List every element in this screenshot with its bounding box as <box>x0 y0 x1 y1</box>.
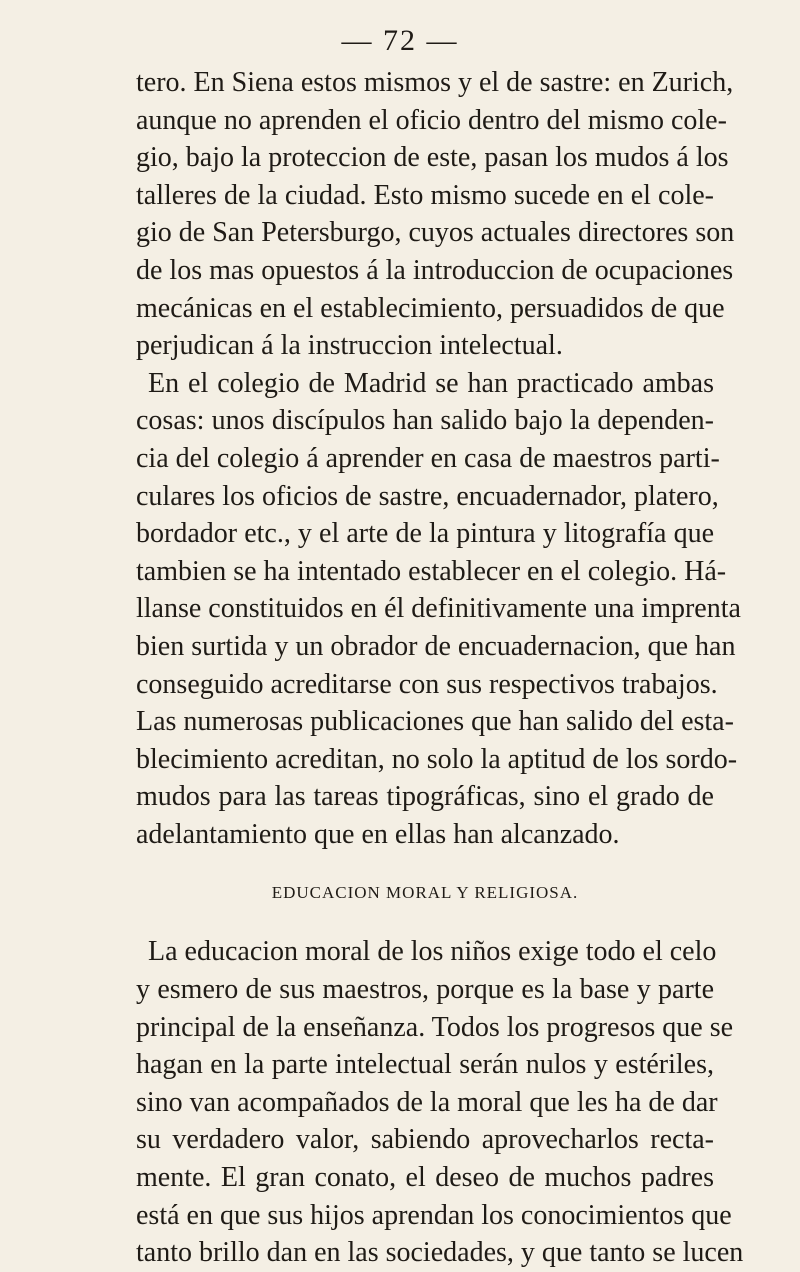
text-line: gio de San Petersburgo, cuyos actuales directores son <box>136 217 735 249</box>
text-line: tero. En Siena estos mismos y el de sastre: en Zurich, <box>136 67 734 98</box>
text-line: talleres de la ciudad. Esto mismo sucede en el cole- <box>136 179 714 211</box>
text-line: cia del colegio á aprender en casa de maestros parti- <box>136 442 720 474</box>
text-line: blecimiento acreditan, no solo la aptitud de los sordo- <box>136 743 738 775</box>
text-line: tanto brillo dan en las sociedades, y que tanto se lucen <box>136 1237 744 1269</box>
text-line: bien surtida y un obrador de encuadernacion, que han <box>136 630 736 662</box>
text-line: hagan en la parte intelectual serán nulos y estériles, <box>136 1049 714 1081</box>
text-line: está en que sus hijos aprendan los conocimientos que <box>136 1199 732 1231</box>
text-line: adelantamiento que en ellas han alcanzado. <box>136 818 620 850</box>
text-line: mudos para las tareas tipográficas, sino el grado de <box>136 781 714 813</box>
text-line: La educacion moral de los niños exige todo el celo <box>148 936 717 968</box>
text-line: principal de la enseñanza. Todos los progresos que se <box>136 1011 734 1043</box>
page-number: — 72 — <box>341 24 459 57</box>
text-line: culares los oficios de sastre, encuadernador, platero, <box>136 480 719 512</box>
text-line: sino van acompañados de la moral que les ha de dar <box>136 1086 718 1118</box>
text-line: perjudican á la instruccion intelectual. <box>136 330 563 362</box>
section-heading: EDUCACION MORAL Y RELIGIOSA. <box>271 883 579 903</box>
text-line: y esmero de sus maestros, porque es la base y parte <box>136 974 714 1006</box>
text-line: llanse constituidos en él definitivamente una imprenta <box>136 593 741 625</box>
text-line: bordador etc., y el arte de la pintura y litografía que <box>136 518 714 550</box>
text-line: gio, bajo la proteccion de este, pasan los mudos á los <box>136 142 729 174</box>
text-line: mecánicas en el establecimiento, persuadidos de que <box>136 292 725 324</box>
text-line: conseguido acreditarse con sus respectivos trabajos. <box>136 668 718 700</box>
paragraph-2 <box>136 365 741 854</box>
text-line: tambien se ha intentado establecer en el colegio. Há- <box>136 555 727 587</box>
text-line: su verdadero valor, sabiendo aprovecharlos recta- <box>136 1124 714 1156</box>
text-line: aunque no aprenden el oficio dentro del mismo cole- <box>136 104 727 136</box>
page-body <box>136 64 744 1272</box>
text-line: mente. El gran conato, el deseo de muchos padres <box>136 1162 714 1194</box>
paragraph-3 <box>136 933 744 1271</box>
text-line: Las numerosas publicaciones que han salido del esta- <box>136 706 734 738</box>
paragraph-1 <box>136 64 735 365</box>
text-line: cosas: unos discípulos han salido bajo la dependen- <box>136 405 714 437</box>
text-line: de los mas opuestos á la introduccion de ocupaciones <box>136 254 734 286</box>
text-line: En el colegio de Madrid se han practicado ambas <box>148 367 714 399</box>
